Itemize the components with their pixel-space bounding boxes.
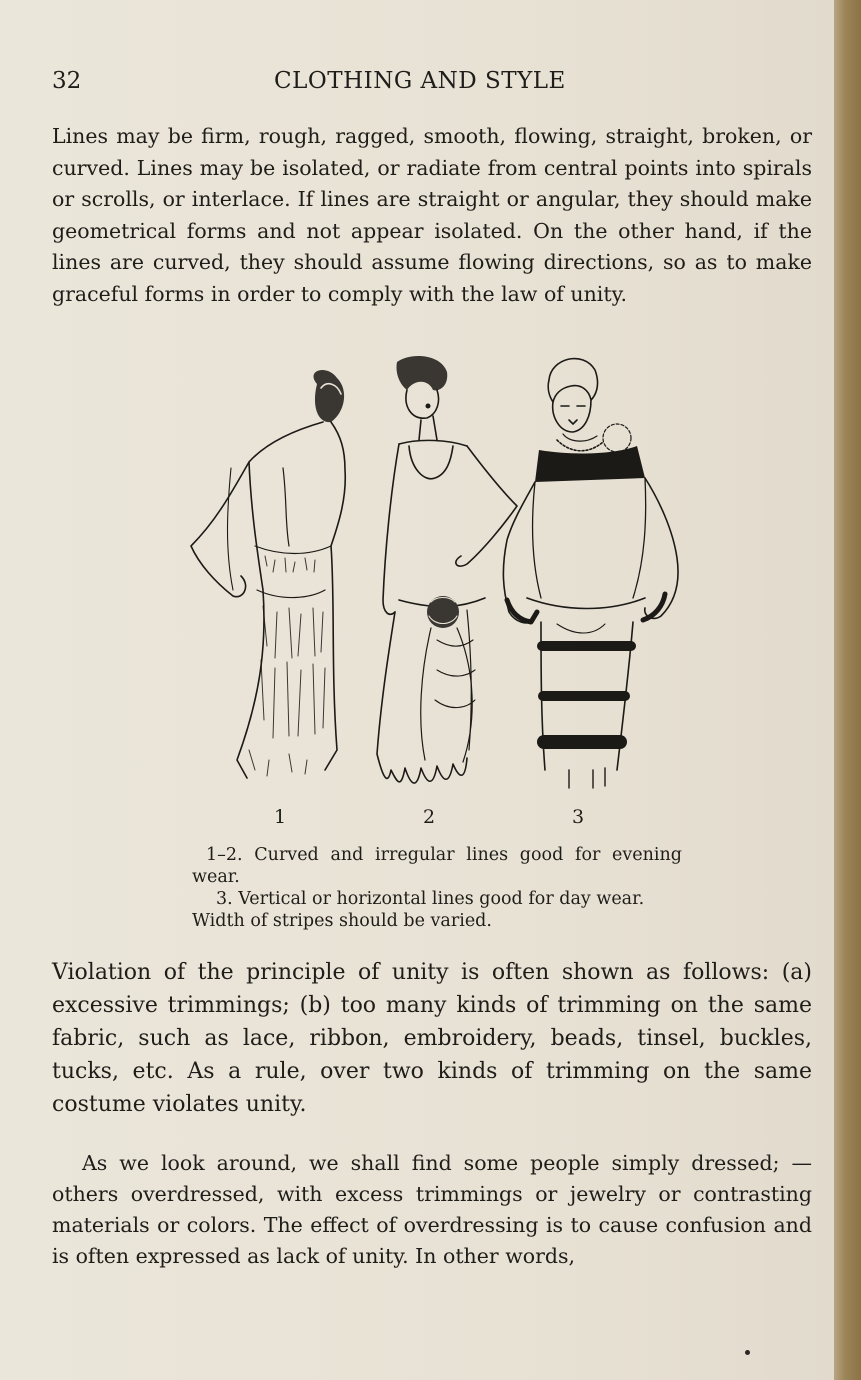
running-header <box>52 68 812 102</box>
figure-label-3: 3 <box>572 806 585 828</box>
paragraph-overdressed: As we look around, we shall find some people simply dressed; — others overdressed, with excess trimmings or jewelry or contrasting materials or colors. The effect of overdressing is to cause confusion and is often expressed as lack of unity. In other words, <box>52 1151 812 1268</box>
paragraph-violation: Violation of the principle of unity is often shown as follows: (a) excessive trimmings; (b) too many kinds of trimming on the same fabric, such as lace, ribbon, embroidery, beads, tinsel, buckles, tucks, etc. As a rule, over two kinds of trimming on the same costume violates unity. <box>52 960 812 1117</box>
fashion-illustration <box>185 350 685 795</box>
figure-label-2: 2 <box>423 806 436 828</box>
caption-line-2: 3. Vertical or horizontal lines good for day wear. Width of stripes should be varied. <box>192 889 645 931</box>
ink-speck <box>745 1350 750 1355</box>
figure-label-1: 1 <box>274 806 287 828</box>
figure-caption <box>192 844 682 932</box>
figure-1-dress-drawing <box>191 370 345 778</box>
figure-3-dress-drawing <box>503 359 678 788</box>
running-title: CLOTHING AND STYLE <box>274 68 566 94</box>
paragraph-lines: Lines may be firm, rough, ragged, smooth, flowing, straight, broken, or curved. Lines may be isolated, or radiate from central points into spirals or scrolls, or interlace. If lines are straight or angular, they should make geometrical forms and not appear isolated. On the other hand, if the lines are curved, they should assume flowing directions, so as to make graceful forms in order to comply with the law of unity. <box>52 124 812 306</box>
caption-line-1: 1–2. Curved and irregular lines good for evening wear. <box>192 845 682 887</box>
page-edge <box>834 0 861 1380</box>
figure-2-dress-drawing <box>377 356 517 783</box>
page-number: 32 <box>52 68 82 94</box>
